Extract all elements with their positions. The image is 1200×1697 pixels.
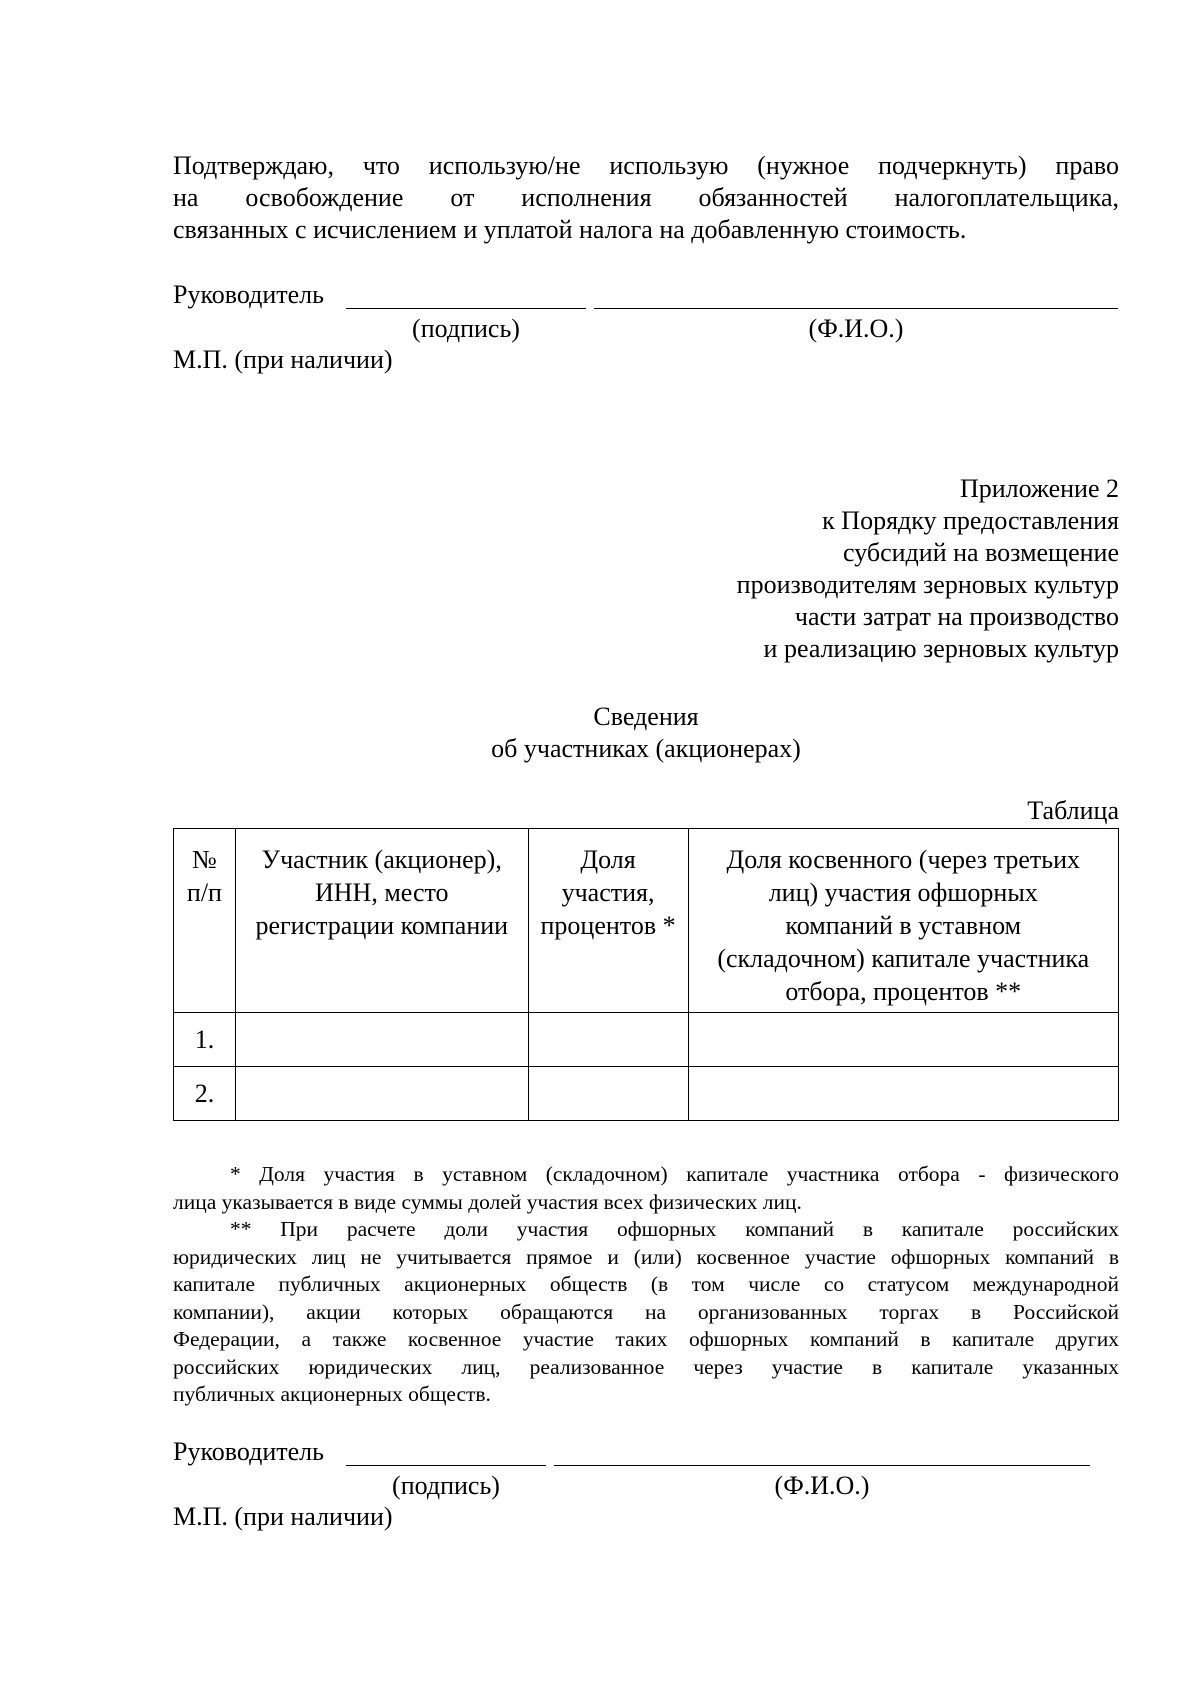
appendix-line: Приложение 2	[959, 474, 1119, 503]
signature-caption: (подпись)	[392, 1471, 500, 1500]
confirmation-line: на освобождение от исполнения обязанностей налогоплательщика,	[173, 183, 1119, 212]
footnote-2-line: публичных акционерных обществ.	[173, 1382, 491, 1406]
footnote-2-line: компании), акции которых обращаются на организованных торгах в Российской	[173, 1299, 1119, 1324]
footnote-1-line: * Доля участия в уставном (складочном) капитале участника отбора - физического	[230, 1162, 1119, 1186]
indirect-share-cell[interactable]	[688, 1067, 1118, 1121]
full-name-caption: (Ф.И.О.)	[774, 1471, 870, 1500]
appendix-line: части затрат на производство	[794, 602, 1119, 631]
full-name-line[interactable]	[554, 1465, 1090, 1466]
table-row	[174, 1013, 1119, 1067]
appendix-line: к Порядку предоставления	[822, 506, 1119, 535]
header-number: № п/п	[174, 829, 236, 1013]
appendix-line: и реализацию зерновых культур	[763, 634, 1119, 663]
confirmation-paragraph	[173, 150, 1119, 246]
stamp-note: М.П. (при наличии)	[173, 1502, 393, 1531]
table-caption: Таблица	[1027, 796, 1119, 825]
title-line-1: Сведения	[593, 702, 699, 731]
row-number: 2.	[174, 1067, 236, 1121]
confirmation-line: Подтверждаю, что использую/не использую (нужное подчеркнуть) право	[173, 151, 1119, 180]
title-line-2: об участниках (акционерах)	[491, 734, 801, 763]
footnote-2-line: капитале публичных акционерных обществ (в том числе со статусом международной	[173, 1272, 1119, 1296]
header-indirect-share: Доля косвенного (через третьих лиц) участия офшорных компаний в уставном (складочном) капитале участника отбора, процентов **	[688, 829, 1118, 1013]
footnote-2-line: юридических лиц не учитывается прямое и (или) косвенное участие офшорных компаний в	[173, 1244, 1119, 1269]
participant-cell[interactable]	[235, 1013, 528, 1067]
signature-caption: (подпись)	[412, 314, 520, 343]
full-name-caption: (Ф.И.О.)	[808, 314, 904, 343]
signature-line[interactable]	[346, 1465, 546, 1466]
appendix-header	[600, 473, 1119, 665]
appendix-line: производителям зерновых культур	[736, 570, 1119, 599]
participant-cell[interactable]	[235, 1067, 528, 1121]
appendix-line: субсидий на возмещение	[843, 538, 1119, 567]
share-cell[interactable]	[528, 1067, 688, 1121]
indirect-share-cell[interactable]	[688, 1013, 1118, 1067]
full-name-line[interactable]	[594, 308, 1118, 309]
header-share: Доля участия, процентов *	[528, 829, 688, 1013]
footnote-1-line: лица указывается в виде суммы долей участия всех физических лиц.	[173, 1189, 802, 1214]
table-header-row	[174, 829, 1119, 1013]
footnote-2-line: ** При расчете доли участия офшорных компаний в капитале российских	[230, 1217, 1119, 1241]
footnotes	[173, 1161, 1119, 1409]
signature-line[interactable]	[346, 308, 586, 309]
share-cell[interactable]	[528, 1013, 688, 1067]
document-title	[173, 701, 1119, 765]
footnote-2-line: российских юридических лиц, реализованное через участие в капитале указанных	[173, 1354, 1119, 1379]
manager-label: Руководитель	[173, 1437, 324, 1466]
confirmation-line: связанных с исчислением и уплатой налога на добавленную стоимость.	[173, 215, 967, 244]
row-number: 1.	[174, 1013, 236, 1067]
table-row	[174, 1067, 1119, 1121]
manager-label: Руководитель	[173, 280, 324, 309]
stamp-note: М.П. (при наличии)	[173, 345, 393, 374]
footnote-2-line: Федерации, а также косвенное участие таких офшорных компаний в капитале других	[173, 1327, 1119, 1351]
participants-table	[173, 828, 1119, 1121]
header-participant: Участник (акционер), ИНН, место регистрации компании	[235, 829, 528, 1013]
